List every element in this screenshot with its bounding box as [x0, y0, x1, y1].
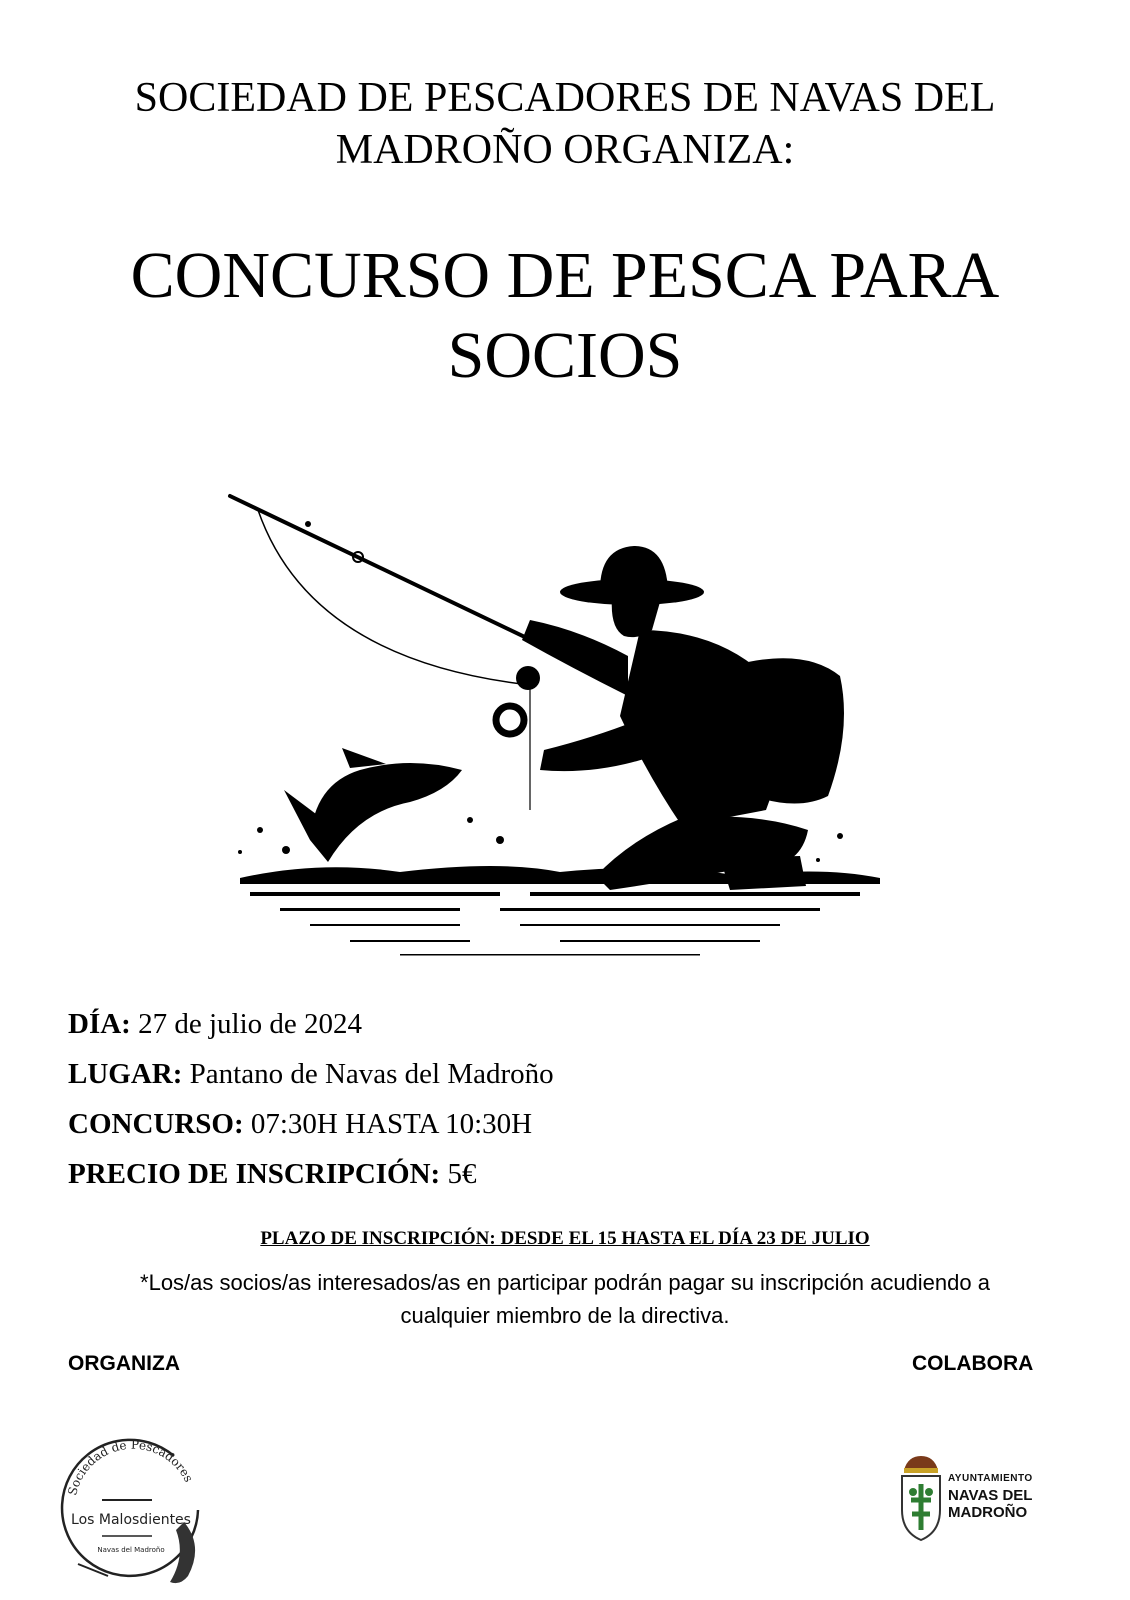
seal-center-text: Los Malosdientes — [71, 1512, 191, 1528]
coat-of-arms-icon — [898, 1452, 944, 1544]
detail-value: 5€ — [440, 1158, 477, 1190]
event-title-line1: CONCURSO DE PESCA PARA — [130, 239, 1000, 312]
payment-note-line2: cualquier miembro de la directiva. — [400, 1303, 730, 1328]
detail-row-lugar — [68, 1052, 554, 1102]
event-details — [68, 1002, 554, 1202]
detail-row-dia — [68, 1002, 554, 1052]
fisherman-silhouette-icon — [200, 480, 900, 980]
detail-label: PRECIO DE INSCRIPCIÓN: — [68, 1158, 441, 1190]
ayuntamiento-line3: MADROÑO — [948, 1504, 1028, 1521]
club-seal-icon — [48, 1426, 214, 1592]
organizer-heading-line2: MADROÑO ORGANIZA: — [335, 127, 795, 173]
detail-row-precio — [68, 1152, 554, 1202]
ayuntamiento-text — [948, 1470, 1033, 1521]
detail-label: DÍA: — [68, 1008, 131, 1040]
organiza-label: ORGANIZA — [68, 1352, 180, 1375]
ayuntamiento-logo — [898, 1452, 1058, 1544]
seal-sub-text: Navas del Madroño — [97, 1546, 165, 1554]
detail-value: 27 de julio de 2024 — [130, 1008, 363, 1040]
detail-value: 07:30H HASTA 10:30H — [243, 1108, 533, 1140]
svg-text:Sociedad de Pescadores — [65, 1438, 196, 1497]
ayuntamiento-line2: NAVAS DEL — [948, 1487, 1033, 1504]
event-title-line2: SOCIOS — [447, 319, 683, 392]
registration-period-text: PLAZO DE INSCRIPCIÓN: DESDE EL 15 HASTA EL DÍA 23 DE JULIO — [260, 1228, 870, 1249]
detail-label: CONCURSO: — [68, 1108, 244, 1140]
detail-row-concurso — [68, 1102, 554, 1152]
registration-period — [0, 1228, 1130, 1250]
colabora-label: COLABORA — [912, 1352, 1034, 1375]
payment-note-line1: *Los/as socios/as interesados/as en participar podrán pagar su inscripción acudiendo a — [140, 1270, 990, 1295]
ayuntamiento-line1: AYUNTAMIENTO — [948, 1473, 1033, 1484]
payment-note — [0, 1266, 1130, 1332]
organizer-heading — [0, 72, 1130, 176]
event-title — [0, 236, 1130, 396]
detail-value: Pantano de Navas del Madroño — [182, 1058, 554, 1090]
seal-top-text: Sociedad de Pescadores — [65, 1437, 196, 1497]
detail-label: LUGAR: — [68, 1058, 183, 1090]
organizer-heading-line1: SOCIEDAD DE PESCADORES DE NAVAS DEL — [134, 75, 996, 121]
